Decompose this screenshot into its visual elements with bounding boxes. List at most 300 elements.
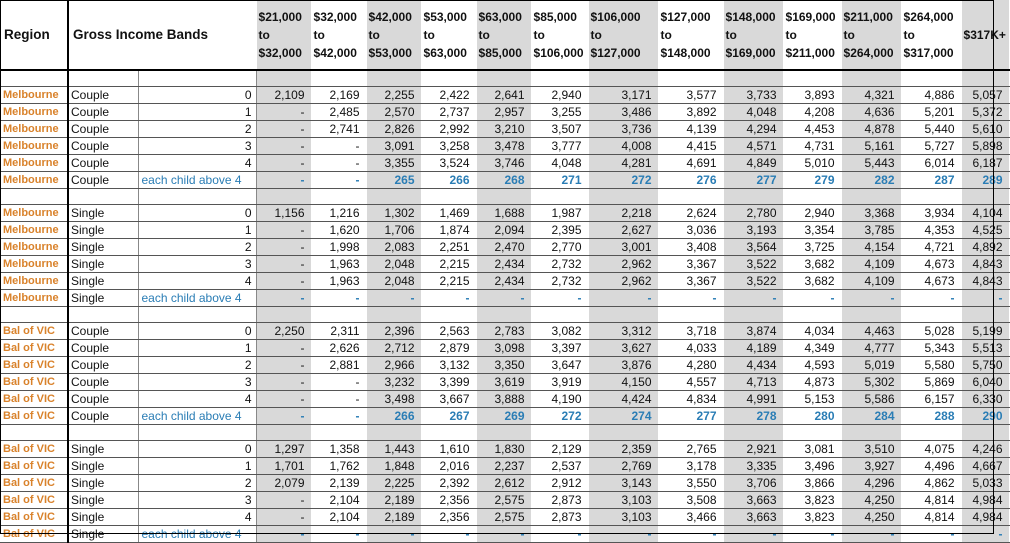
spacer-cell [138,189,256,205]
value-cell: 3,367 [658,256,723,273]
spacer-cell [0,307,68,323]
table-row [0,222,1009,239]
value-cell: 4,571 [723,138,783,155]
region-cell: Melbourne [0,205,68,222]
value-cell: - [723,526,783,543]
value-cell: 3,258 [421,138,476,155]
children-cell: 0 [138,441,256,458]
region-header: Region [0,0,68,70]
value-cell: 2,575 [476,492,531,509]
value-cell: - [841,290,901,307]
spacer-cell [311,189,366,205]
spacer-cell [421,189,476,205]
value-cell: 4,673 [901,273,961,290]
table-row [0,256,1009,273]
spacer-cell [841,307,901,323]
spacer-cell [588,425,658,441]
value-cell: 272 [588,172,658,189]
value-cell: 1,156 [256,205,311,222]
value-cell: - [256,256,311,273]
value-cell: 4,984 [961,509,1009,526]
household-type-cell: Couple [68,104,138,121]
spacer-cell [421,70,476,87]
value-cell: 1,610 [421,441,476,458]
value-cell: 3,823 [783,492,841,509]
value-cell: - [531,526,588,543]
value-cell: 5,019 [841,357,901,374]
value-cell: 4,109 [841,256,901,273]
spacer-cell [311,307,366,323]
value-cell: 3,663 [723,509,783,526]
value-cell: 3,577 [658,87,723,104]
value-cell: 4,048 [723,104,783,121]
table-row [0,458,1009,475]
value-cell: - [841,526,901,543]
value-cell: 3,682 [783,256,841,273]
value-cell: - [256,222,311,239]
value-cell: 4,424 [588,391,658,408]
value-cell: 3,550 [658,475,723,492]
spacer-cell [658,307,723,323]
value-cell: 5,443 [841,155,901,172]
value-cell: 4,991 [723,391,783,408]
value-cell: 2,392 [421,475,476,492]
children-cell: 1 [138,340,256,357]
value-cell: - [311,391,366,408]
spacer-cell [723,70,783,87]
value-cell: 4,349 [783,340,841,357]
spacer-cell [421,307,476,323]
children-cell: 2 [138,475,256,492]
value-cell: 1,297 [256,441,311,458]
spacer-cell [961,70,1009,87]
value-cell: 2,732 [531,256,588,273]
value-cell: - [531,290,588,307]
value-cell: 4,246 [961,441,1009,458]
value-cell: 4,321 [841,87,901,104]
value-cell: 2,966 [366,357,421,374]
value-cell: 2,434 [476,256,531,273]
spacer-cell [531,425,588,441]
value-cell: 272 [531,408,588,425]
value-cell: 269 [476,408,531,425]
value-cell: 2,563 [421,323,476,340]
value-cell: - [256,408,311,425]
value-cell: 2,732 [531,273,588,290]
region-cell: Melbourne [0,121,68,138]
value-cell: 1,874 [421,222,476,239]
value-cell: 3,350 [476,357,531,374]
value-cell: 5,586 [841,391,901,408]
spacer-cell [138,307,256,323]
value-cell: 5,727 [901,138,961,155]
spacer-cell [783,307,841,323]
region-cell: Bal of VIC [0,475,68,492]
value-cell: 3,232 [366,374,421,391]
household-type-cell: Single [68,222,138,239]
table-row [0,155,1009,172]
children-cell: each child above 4 [138,172,256,189]
header-row [0,0,1009,70]
value-cell: 4,104 [961,205,1009,222]
value-cell: 2,770 [531,239,588,256]
value-cell: 2,826 [366,121,421,138]
table-row [0,138,1009,155]
value-cell: 2,940 [783,205,841,222]
value-cell: 2,881 [311,357,366,374]
value-cell: 4,415 [658,138,723,155]
household-type-cell: Single [68,256,138,273]
table-row [0,87,1009,104]
value-cell: 3,210 [476,121,531,138]
spacer-cell [0,189,68,205]
value-cell: 2,189 [366,492,421,509]
value-cell: 3,098 [476,340,531,357]
value-cell: 3,927 [841,458,901,475]
value-cell: 1,963 [311,256,366,273]
value-cell: 289 [961,172,1009,189]
value-cell: - [588,290,658,307]
value-cell: 4,673 [901,256,961,273]
value-cell: 2,783 [476,323,531,340]
value-cell: 267 [421,408,476,425]
spacer-cell [658,70,723,87]
value-cell: 2,537 [531,458,588,475]
spacer-cell [723,425,783,441]
value-cell: 3,507 [531,121,588,138]
spacer-cell [476,425,531,441]
children-cell: 1 [138,222,256,239]
region-cell: Melbourne [0,104,68,121]
region-cell: Bal of VIC [0,492,68,509]
value-cell: 3,355 [366,155,421,172]
value-cell: 4,667 [961,458,1009,475]
table-row [0,172,1009,189]
children-cell: each child above 4 [138,408,256,425]
children-cell: 0 [138,87,256,104]
value-cell: - [311,526,366,543]
value-cell: 5,869 [901,374,961,391]
value-cell: 266 [366,408,421,425]
value-cell: 3,667 [421,391,476,408]
children-cell: 1 [138,458,256,475]
value-cell: 277 [723,172,783,189]
value-cell: 4,843 [961,256,1009,273]
value-cell: 284 [841,408,901,425]
band-header: $211,000 to $264,000 [841,0,901,70]
spacer-cell [531,189,588,205]
value-cell: 3,171 [588,87,658,104]
gross-income-bands-header: Gross Income Bands [68,0,256,70]
table-row [0,391,1009,408]
spacer-cell [0,425,68,441]
region-cell: Melbourne [0,87,68,104]
value-cell: 2,139 [311,475,366,492]
value-cell: 4,721 [901,239,961,256]
value-cell: 2,215 [421,273,476,290]
value-cell: 1,706 [366,222,421,239]
value-cell: 3,934 [901,205,961,222]
value-cell: 3,143 [588,475,658,492]
value-cell: 282 [841,172,901,189]
household-type-cell: Single [68,441,138,458]
value-cell: 1,830 [476,441,531,458]
value-cell: 2,912 [531,475,588,492]
value-cell: 265 [366,172,421,189]
value-cell: 4,190 [531,391,588,408]
group-spacer-row [0,189,1009,205]
value-cell: 4,713 [723,374,783,391]
value-cell: 4,280 [658,357,723,374]
household-type-cell: Single [68,239,138,256]
value-cell: 1,469 [421,205,476,222]
band-header: $32,000 to $42,000 [311,0,366,70]
spacer-cell [68,307,138,323]
value-cell: 2,570 [366,104,421,121]
value-cell: 5,028 [901,323,961,340]
value-cell: 2,962 [588,273,658,290]
value-cell: 2,251 [421,239,476,256]
children-cell: each child above 4 [138,526,256,543]
spacer-cell [783,189,841,205]
household-type-cell: Couple [68,357,138,374]
value-cell: 2,129 [531,441,588,458]
value-cell: - [311,290,366,307]
value-cell: 2,255 [366,87,421,104]
value-cell: 287 [901,172,961,189]
value-cell: 3,725 [783,239,841,256]
band-header: $85,000 to $106,000 [531,0,588,70]
value-cell: 6,014 [901,155,961,172]
value-cell: - [256,492,311,509]
household-type-cell: Couple [68,340,138,357]
region-cell: Bal of VIC [0,323,68,340]
value-cell: 1,688 [476,205,531,222]
value-cell: 3,874 [723,323,783,340]
value-cell: 3,736 [588,121,658,138]
table-row [0,408,1009,425]
value-cell: 3,335 [723,458,783,475]
spacer-cell [531,307,588,323]
value-cell: 3,746 [476,155,531,172]
household-type-cell: Couple [68,138,138,155]
value-cell: 4,048 [531,155,588,172]
value-cell: - [366,526,421,543]
value-cell: 4,250 [841,492,901,509]
value-cell: 288 [901,408,961,425]
value-cell: 4,189 [723,340,783,357]
region-cell: Melbourne [0,273,68,290]
table-row [0,441,1009,458]
value-cell: 3,103 [588,492,658,509]
value-cell: 4,008 [588,138,658,155]
spacer-cell [783,425,841,441]
value-cell: 3,498 [366,391,421,408]
spacer-cell [961,189,1009,205]
value-cell: 5,750 [961,357,1009,374]
spacer-cell [476,70,531,87]
value-cell: 5,153 [783,391,841,408]
value-cell: 3,524 [421,155,476,172]
value-cell: 3,627 [588,340,658,357]
region-cell: Melbourne [0,222,68,239]
value-cell: 1,848 [366,458,421,475]
value-cell: 4,886 [901,87,961,104]
value-cell: 4,525 [961,222,1009,239]
children-cell: 3 [138,256,256,273]
children-cell: 2 [138,121,256,138]
value-cell: - [256,526,311,543]
spacer-cell [841,189,901,205]
value-cell: 2,575 [476,509,531,526]
value-cell: 276 [658,172,723,189]
group-spacer-row [0,70,1009,87]
value-cell: - [476,526,531,543]
region-cell: Bal of VIC [0,391,68,408]
value-cell: 2,992 [421,121,476,138]
value-cell: 2,921 [723,441,783,458]
spacer-cell [256,307,311,323]
value-cell: 3,081 [783,441,841,458]
value-cell: - [256,290,311,307]
children-cell: 4 [138,509,256,526]
value-cell: 3,082 [531,323,588,340]
spacer-cell [723,189,783,205]
value-cell: - [256,391,311,408]
value-cell: 2,940 [531,87,588,104]
band-header: $53,000 to $63,000 [421,0,476,70]
spacer-cell [256,189,311,205]
table-row [0,374,1009,391]
value-cell: 2,104 [311,492,366,509]
children-cell: 2 [138,357,256,374]
value-cell: 3,397 [531,340,588,357]
value-cell: 2,422 [421,87,476,104]
spacer-cell [531,70,588,87]
value-cell: 274 [588,408,658,425]
value-cell: - [256,374,311,391]
value-cell: - [421,526,476,543]
value-cell: - [256,239,311,256]
household-type-cell: Couple [68,121,138,138]
value-cell: 3,486 [588,104,658,121]
band-header: $63,000 to $85,000 [476,0,531,70]
value-cell: 2,356 [421,509,476,526]
table-row [0,205,1009,222]
region-cell: Melbourne [0,172,68,189]
table-row [0,526,1009,543]
value-cell: 3,368 [841,205,901,222]
value-cell: 4,463 [841,323,901,340]
value-cell: 1,358 [311,441,366,458]
value-cell: - [256,104,311,121]
value-cell: 3,478 [476,138,531,155]
value-cell: 2,311 [311,323,366,340]
value-cell: 1,302 [366,205,421,222]
children-cell: 1 [138,104,256,121]
spacer-cell [311,425,366,441]
value-cell: 4,892 [961,239,1009,256]
spacer-cell [0,70,68,87]
spacer-cell [901,189,961,205]
value-cell: 268 [476,172,531,189]
spacer-cell [68,70,138,87]
value-cell: 3,522 [723,273,783,290]
value-cell: 2,395 [531,222,588,239]
value-cell: - [311,155,366,172]
value-cell: 3,706 [723,475,783,492]
band-header: $127,000 to $148,000 [658,0,723,70]
value-cell: 1,443 [366,441,421,458]
table-row [0,509,1009,526]
value-cell: 2,624 [658,205,723,222]
value-cell: 5,010 [783,155,841,172]
group-spacer-row [0,425,1009,441]
value-cell: 4,294 [723,121,783,138]
household-type-cell: Single [68,458,138,475]
value-cell: 2,048 [366,273,421,290]
value-cell: 3,103 [588,509,658,526]
household-type-cell: Single [68,205,138,222]
value-cell: 2,016 [421,458,476,475]
value-cell: - [256,273,311,290]
value-cell: 1,963 [311,273,366,290]
spacer-cell [68,425,138,441]
children-cell: 3 [138,374,256,391]
value-cell: 5,440 [901,121,961,138]
value-cell: 3,408 [658,239,723,256]
value-cell: 3,510 [841,441,901,458]
children-cell: 4 [138,273,256,290]
value-cell: 4,139 [658,121,723,138]
value-cell: - [901,526,961,543]
value-cell: 2,873 [531,492,588,509]
value-cell: 6,040 [961,374,1009,391]
value-cell: - [476,290,531,307]
value-cell: 5,161 [841,138,901,155]
spacer-cell [783,70,841,87]
region-cell: Bal of VIC [0,357,68,374]
table-row [0,357,1009,374]
value-cell: 5,898 [961,138,1009,155]
region-cell: Bal of VIC [0,441,68,458]
value-cell: 3,888 [476,391,531,408]
value-cell: 3,132 [421,357,476,374]
value-cell: 4,777 [841,340,901,357]
value-cell: 4,593 [783,357,841,374]
value-cell: 5,610 [961,121,1009,138]
value-cell: 4,878 [841,121,901,138]
value-cell: 277 [658,408,723,425]
region-cell: Bal of VIC [0,458,68,475]
value-cell: - [783,290,841,307]
spacer-cell [588,307,658,323]
value-cell: 4,033 [658,340,723,357]
spacer-cell [476,307,531,323]
band-header: $42,000 to $53,000 [366,0,421,70]
household-type-cell: Single [68,526,138,543]
children-cell: 3 [138,138,256,155]
value-cell: 3,399 [421,374,476,391]
value-cell: 6,330 [961,391,1009,408]
spacer-cell [901,70,961,87]
value-cell: 3,663 [723,492,783,509]
spacer-cell [138,425,256,441]
value-cell: 2,765 [658,441,723,458]
value-cell: 3,733 [723,87,783,104]
value-cell: 2,356 [421,492,476,509]
value-cell: 3,866 [783,475,841,492]
